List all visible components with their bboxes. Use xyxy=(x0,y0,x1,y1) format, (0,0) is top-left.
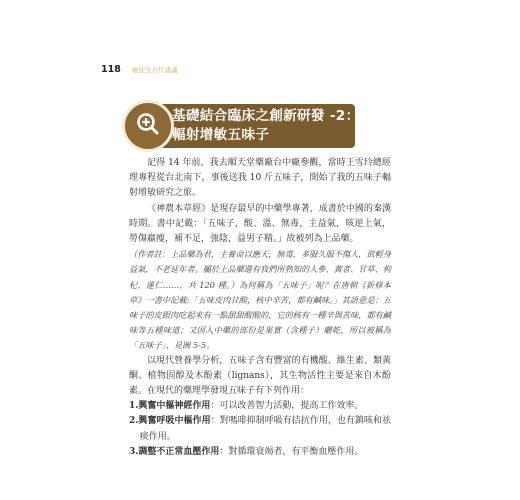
magnifier-plus-icon xyxy=(135,111,161,141)
list-item-text: ：可以改善智力活動，提高工作效率。 xyxy=(210,401,364,412)
list-item-number: 1. xyxy=(129,401,139,412)
list-item-text: ：對嗎啡抑制呼吸有拮抗作用，也有鎮咳和祛痰作用。 xyxy=(139,416,391,442)
paragraph-author-note: （作者註：上品藥為君，主養命以應天，無毒，多服久服不傷人，欲輕身益氣，不老延年者。屬於上品藥還有我們所熟知的人參、黃者、甘草、枸杞、蓮仁……，共 120 種。）為何稱為「五味子」呢？在唐朝《新修本草》一書中記載:「五味皮肉甘酸，核中辛苦，都有鹹味。」其語意是：五味子的皮跟肉吃起來有一點甜甜酸酸的，它的核有一種辛與苦味，都有鹹味等五種味道；又因入中藥的部份是果實（含種子）曬乾，所以被稱為「五味子」，見圖 5-5。 xyxy=(129,249,392,351)
section-badge xyxy=(122,100,174,152)
list-item xyxy=(129,414,391,444)
list-item-title: 興奮呼吸中樞作用 xyxy=(138,416,211,427)
body-text xyxy=(129,156,391,460)
list-item-number: 2. xyxy=(129,416,139,427)
running-title: 癌症全方位建議 xyxy=(131,66,178,74)
list-item-text: ：對循環衰竭者，有平衡血壓作用。 xyxy=(219,446,364,457)
page-number: 118 xyxy=(101,64,121,75)
list-item-number: 3. xyxy=(129,446,139,457)
list-item-title: 調整不正常血壓作用 xyxy=(138,446,220,457)
section-title-line1: 基礎結合臨床之創新研發 -2： xyxy=(172,108,360,124)
list-item xyxy=(129,445,391,460)
paragraph-shennong: 《神農本草經》是現存最早的中藥學專著，成書於中國的秦漢時期。書中記載：「五味子，酸、溫、無毒，主益氣，咳逆上氣，勞傷羸瘦，補不足，強陰，益男子精。」故被列為上品藥。 xyxy=(129,203,391,245)
section-title xyxy=(172,107,359,145)
paragraph-intro: 記得 14 年前，我去順天堂藥廠台中廠參觀，當時王雪玲總經理專程從台北南下，事後送我 10 斤五味子，開始了我的五味子輻射增敏研究之旅。 xyxy=(129,158,391,199)
list-item-title: 興奮中樞神經作用 xyxy=(138,401,211,412)
page-header xyxy=(101,57,177,76)
list-item xyxy=(129,399,391,414)
section-banner xyxy=(128,104,360,148)
section-title-line2: 輻射增敏五味子 xyxy=(172,127,270,143)
paragraph-nutrition: 以現代營養學分析，五味子含有豐富的有機酸、維生素、類黃酮、植物固醇及木酚素（lignans），其生物活性主要是來自木酚素。在現代的藥理學發現五味子有下列作用： xyxy=(129,355,391,397)
